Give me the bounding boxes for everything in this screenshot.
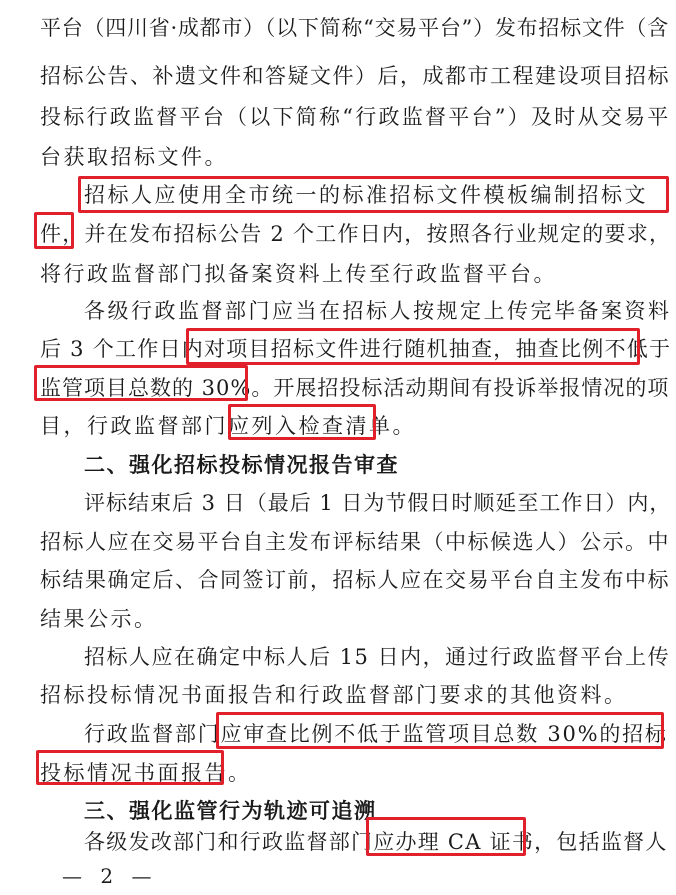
highlight-box bbox=[34, 212, 74, 249]
paragraph-line: 招标人应在交易平台自主发布评标结果（中标候选人）公示。中 bbox=[40, 530, 670, 554]
highlight-box bbox=[366, 817, 526, 856]
paragraph-line: 各级发改部门和行政监督部门应办理 CA 证书，包括监督人 bbox=[84, 830, 668, 854]
paragraph-line: 件，并在发布招标公告 2 个工作日内，按照各行业规定的要求， bbox=[40, 222, 672, 246]
paragraph-line: 目，行政监督部门应列入检查清单。 bbox=[40, 414, 416, 438]
section-heading: 二、强化招标投标情况报告审查 bbox=[84, 453, 399, 477]
highlight-box bbox=[78, 176, 669, 213]
highlight-box bbox=[228, 404, 376, 440]
paragraph-line: 监管项目总数的 30%。开展招投标活动期间有投诉举报情况的项 bbox=[40, 376, 670, 400]
highlight-box bbox=[34, 365, 248, 401]
highlight-box bbox=[216, 712, 664, 749]
paragraph-line: 投标行政监督平台（以下简称“行政监督平台”）及时从交易平 bbox=[40, 105, 671, 129]
paragraph-line: 标结果确定后、合同签订前，招标人应在交易平台自主发布中标 bbox=[40, 568, 670, 592]
paragraph-line: 招标人应在确定中标人后 15 日内，通过行政监督平台上传 bbox=[84, 645, 671, 669]
paragraph-line: 台获取招标文件。 bbox=[40, 145, 228, 169]
paragraph-line: 后 3 个工作日内对项目招标文件进行随机抽查，抽查比例不低于 bbox=[40, 337, 672, 361]
paragraph-line: 评标结束后 3 日（最后 1 日为节假日时顺延至工作日）内， bbox=[84, 491, 672, 515]
highlight-box bbox=[36, 750, 224, 785]
paragraph-line: 行政监督部门应审查比例不低于监管项目总数 30%的招标 bbox=[84, 722, 668, 746]
highlight-box bbox=[186, 328, 640, 365]
section-heading: 三、强化监管行为轨迹可追溯 bbox=[84, 799, 377, 823]
paragraph-line: 平台（四川省·成都市）（以下简称“交易平台”）发布招标文件（含 bbox=[40, 16, 669, 40]
paragraph-line: 招标人应使用全市统一的标准招标文件模板编制招标文 bbox=[84, 183, 648, 207]
paragraph-line: 将行政监督部门拟备案资料上传至行政监督平台。 bbox=[40, 262, 557, 286]
paragraph-line: 各级行政监督部门应当在招标人按规定上传完毕备案资料 bbox=[84, 299, 672, 323]
paragraph-line: 招标投标情况书面报告和行政监督部门要求的其他资料。 bbox=[40, 683, 628, 707]
paragraph-line: 投标情况书面报告。 bbox=[40, 761, 252, 785]
paragraph-line: 结果公示。 bbox=[40, 607, 158, 631]
page-number: — 2 — bbox=[62, 864, 158, 888]
paragraph-line: 招标公告、补遗文件和答疑文件）后，成都市工程建设项目招标 bbox=[40, 64, 670, 88]
